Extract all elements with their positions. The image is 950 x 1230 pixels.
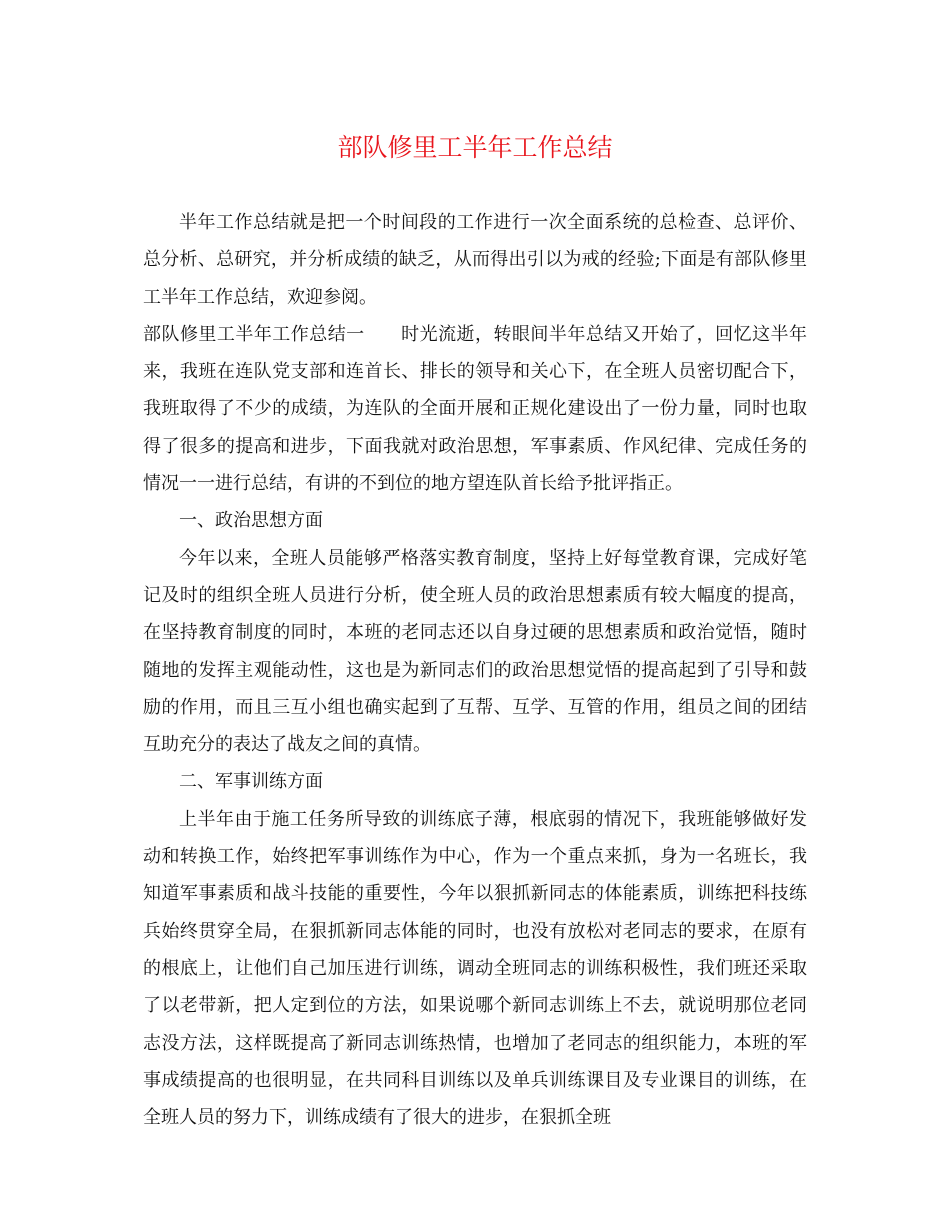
intro-paragraph: 半年工作总结就是把一个时间段的工作进行一次全面系统的总检查、总评价、总分析、总研究，并分析成绩的缺乏，从而得出引以为戒的经验;下面是有部队修里工半年工作总结，欢迎参阅。 — [143, 212, 807, 308]
section1-title: 一、政治思想方面 — [179, 510, 323, 532]
document-body — [143, 204, 807, 1136]
section2-title: 二、军事训练方面 — [179, 771, 323, 793]
section1-body: 今年以来，全班人员能够严格落实教育制度，坚持上好每堂教育课，完成好笔记及时的组织全班人员进行分析，使全班人员的政治思想素质有较大幅度的提高，在坚持教育制度的同时，本班的老同志还以自身过硬的思想素质和政治觉悟，随时随地的发挥主观能动性，这也是为新同志们的政治思想觉悟的提高起到了引导和鼓励的作用，而且三互小组也确实起到了互帮、互学、互管的作用，组员之间的团结互助充分的表达了战友之间的真情。 — [143, 547, 807, 756]
part1-heading: 部队修里工半年工作总结一 — [143, 323, 365, 345]
part1-paragraph — [143, 316, 807, 502]
section2-body: 上半年由于施工任务所导致的训练底子薄，根底弱的情况下，我班能够做好发动和转换工作，始终把军事训练作为中心，作为一个重点来抓，身为一名班长，我知道军事素质和战斗技能的重要性，今年以狠抓新同志的体能素质，训练把科技练兵始终贯穿全局，在狠抓新同志体能的同时，也没有放松对老同志的要求，在原有的根底上，让他们自己加压进行训练，调动全班同志的训练积极性，我们班还采取了以老带新，把人定到位的方法，如果说哪个新同志训练上不去，就说明那位老同志没方法，这样既提高了新同志训练热情，也增加了老同志的组织能力，本班的军事成绩提高的也很明显，在共同科目训练以及单兵训练课目及专业课目的训练，在全班人员的努力下，训练成绩有了很大的进步，在狠抓全班 — [143, 808, 807, 1129]
part1-body: 时光流逝，转眼间半年总结又开始了，回忆这半年来，我班在连队党支部和连首长、排长的领导和关心下，在全班人员密切配合下，我班取得了不少的成绩，为连队的全面开展和正规化建设出了一份力量，同时也取得了很多的提高和进步，下面我就对政治思想，军事素质、作风纪律、完成任务的情况一一进行总结，有讲的不到位的地方望连队首长给予批评指正。 — [143, 323, 808, 495]
document-title: 部队修里工半年工作总结 — [337, 133, 613, 162]
